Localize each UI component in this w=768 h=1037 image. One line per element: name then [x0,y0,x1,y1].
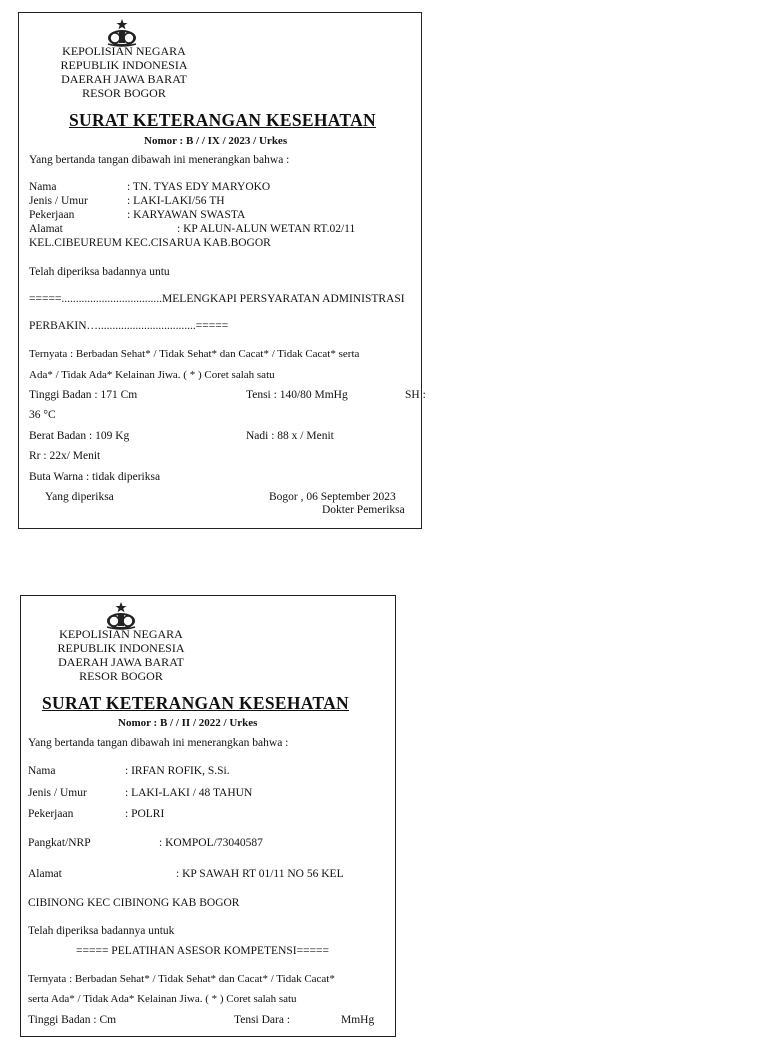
temperature-value: 36 °C [29,409,56,421]
age-value: : LAKI-LAKI / 48 TAHUN [125,787,253,799]
height-field: Tinggi Badan : Cm [28,1014,117,1026]
document-number: Nomor : B / / IX / 2023 / Urkes [144,135,288,147]
name-label: Nama [28,765,56,777]
occupation-value: : POLRI [125,808,165,820]
examinee-label: Yang diperiksa [45,491,114,503]
result-line1: Ternyata : Berbadan Sehat* / Tidak Sehat* dan Cacat* / Tidak Cacat* [28,973,335,985]
age-value: : LAKI-LAKI/56 TH [127,195,225,207]
purpose-line1: =====...................................MELENGKAPI PERSYARATAN ADMINISTRASI [29,293,405,305]
police-emblem-icon [104,17,140,47]
result-line2: Ada* / Tidak Ada* Kelainan Jiwa. ( * ) Coret salah satu [29,369,275,381]
examined-text: Telah diperiksa badannya untuk [28,925,175,937]
address-line2: KEL.CIBEUREUM KEC.CISARUA KAB.BOGOR [29,237,271,249]
blood-pressure-unit: MmHg [341,1014,375,1026]
address-line2: CIBINONG KEC CIBINONG KAB BOGOR [28,897,240,909]
health-certificate-2 [20,595,396,1037]
name-label: Nama [29,181,57,193]
rank-value: : KOMPOL/73040587 [159,837,263,849]
address-label: Alamat [28,868,62,880]
date-place: Bogor , 06 September 2023 [269,491,396,503]
header-line: KEPOLISIAN NEGARA [62,44,186,58]
document-title: SURAT KETERANGAN KESEHATAN [69,110,376,130]
age-label: Jenis / Umur [29,195,88,207]
purpose-line1: ===== PELATIHAN ASESOR KOMPETENSI===== [76,945,330,957]
weight-field: Berat Badan : 109 Kg [29,430,130,442]
temperature-label: SH : [405,389,426,401]
intro-text: Yang bertanda tangan dibawah ini menerangkan bahwa : [28,737,289,749]
respiration-field: Rr : 22x/ Menit [29,450,101,462]
name-value: : TN. TYAS EDY MARYOKO [127,181,271,193]
occupation-label: Pekerjaan [28,808,74,820]
height-field: Tinggi Badan : 171 Cm [29,389,138,401]
health-certificate-1 [18,12,426,529]
address-value: : KP ALUN-ALUN WETAN RT.02/11 [177,223,356,235]
address-label: Alamat [29,223,63,235]
occupation-label: Pekerjaan [29,209,75,221]
document-number: Nomor : B / / II / 2022 / Urkes [118,717,258,729]
intro-text: Yang bertanda tangan dibawah ini menerangkan bahwa : [29,154,290,166]
purpose-line2: PERBAKIN…..................................===== [29,320,229,332]
result-line2: serta Ada* / Tidak Ada* Kelainan Jiwa. ( * ) Coret salah satu [28,993,297,1005]
color-blind-field: Buta Warna : tidak diperiksa [29,471,161,483]
header-line: REPUBLIK INDONESIA [57,641,185,655]
pulse-field: Nadi : 88 x / Menit [246,430,334,442]
rank-label: Pangkat/NRP [28,837,91,849]
header-line: REPUBLIK INDONESIA [60,58,188,72]
blood-pressure-field: Tensi Dara : [234,1014,291,1026]
police-emblem-icon [103,600,139,630]
header-line: DAERAH JAWA BARAT [61,72,187,86]
header-line: RESOR BOGOR [82,86,166,100]
address-value: : KP SAWAH RT 01/11 NO 56 KEL [176,868,344,880]
header-line: RESOR BOGOR [79,669,163,683]
result-line1: Ternyata : Berbadan Sehat* / Tidak Sehat* dan Cacat* / Tidak Cacat* serta [29,348,360,360]
header-line: DAERAH JAWA BARAT [58,655,184,669]
examined-text: Telah diperiksa badannya untu [29,266,170,278]
age-label: Jenis / Umur [28,787,87,799]
occupation-value: : KARYAWAN SWASTA [127,209,246,221]
document-title: SURAT KETERANGAN KESEHATAN [42,693,349,713]
header-line: KEPOLISIAN NEGARA [59,627,183,641]
doctor-label: Dokter Pemeriksa [322,504,405,516]
blood-pressure-field: Tensi : 140/80 MmHg [246,389,348,401]
name-value: : IRFAN ROFIK, S.Si. [125,765,230,777]
